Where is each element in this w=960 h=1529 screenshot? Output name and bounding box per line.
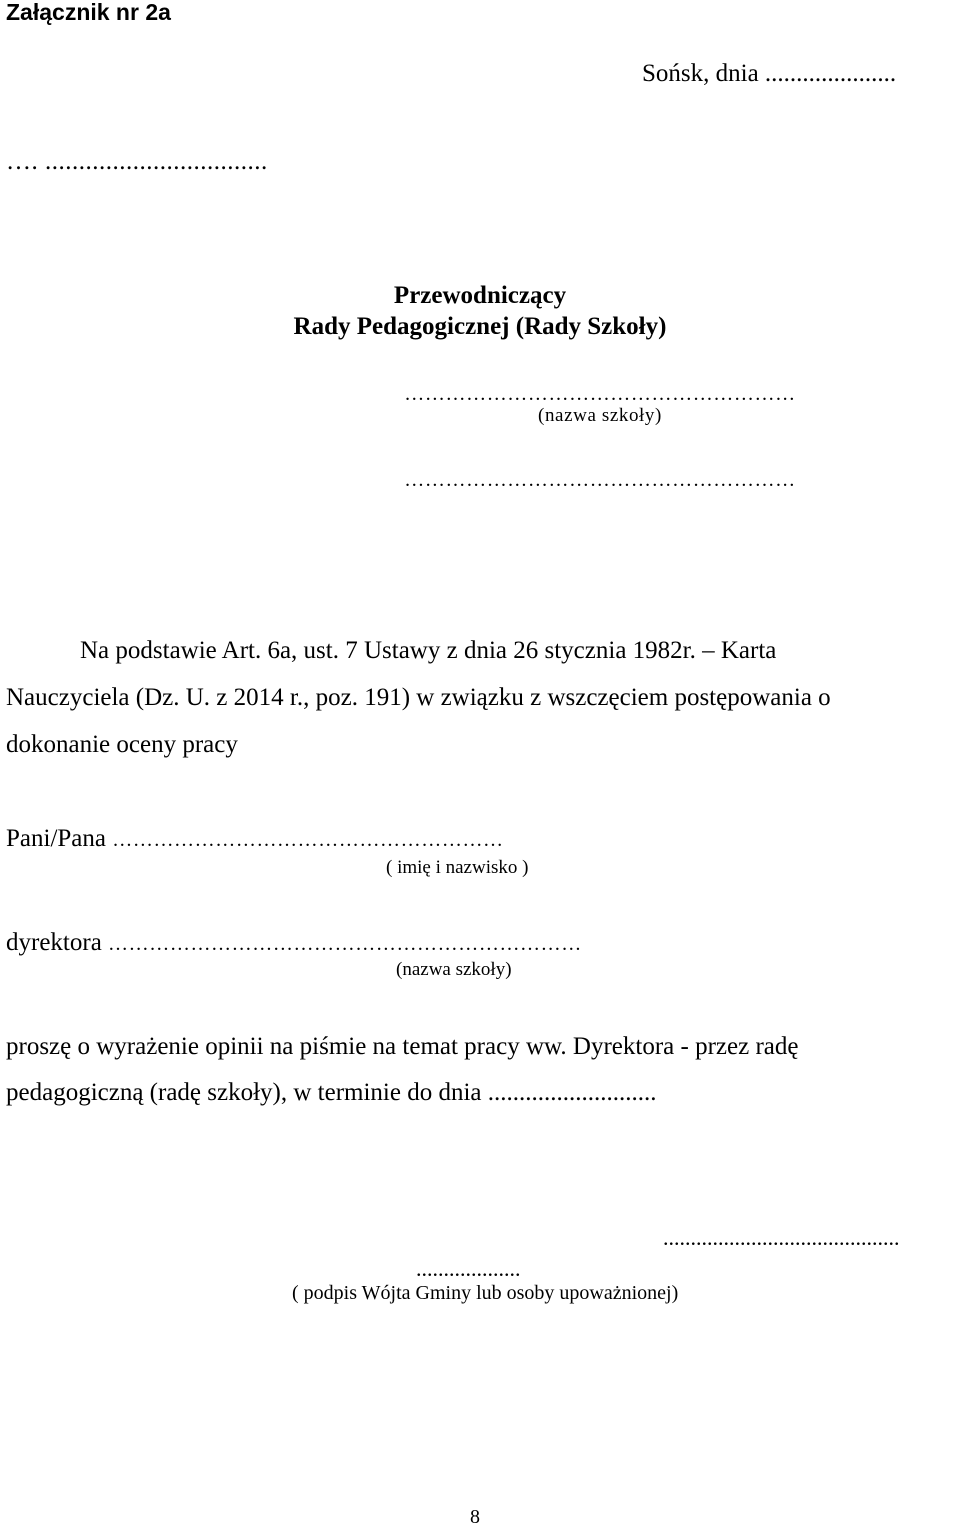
- signature-dots-2: ...................: [416, 1256, 521, 1281]
- name-caption: ( imię i nazwisko ): [386, 857, 529, 878]
- paragraph-1-line-2: Nauczyciela (Dz. U. z 2014 r., poz. 191) w związku z wszczęciem postępowania o: [6, 684, 831, 711]
- director-school-dots: ……………………………………………………………: [108, 933, 582, 955]
- school-name-caption: (nazwa szkoły): [538, 405, 662, 426]
- name-dots: …………………………………………………: [112, 829, 504, 851]
- recipient-title: Przewodniczący: [393, 282, 567, 309]
- pani-pana-label: Pani/Pana: [6, 825, 106, 852]
- paragraph-2-line-2: pedagogiczną (radę szkoły), w terminie do dnia ...........................: [6, 1079, 657, 1106]
- recipient-block: [0, 280, 960, 342]
- paragraph-1-line-1-text: Na podstawie Art. 6a, ust. 7 Ustawy z dnia 26 stycznia 1982r. – Karta: [80, 637, 777, 664]
- signature-caption: ( podpis Wójta Gminy lub osoby upoważnionej): [292, 1282, 679, 1304]
- recipient-board: Rady Pedagogicznej (Rady Szkoły): [293, 313, 667, 340]
- page-number: 8: [470, 1506, 480, 1528]
- place-and-date: Sońsk, dnia .....................: [642, 60, 897, 87]
- school-name-dots: …………………………………………………: [404, 383, 796, 405]
- dyrektora-line: [6, 927, 582, 960]
- addressee-reference-line: …. .................................: [6, 148, 268, 175]
- signature-dots-1: ...........................................: [663, 1225, 900, 1250]
- extra-dots-line: …………………………………………………: [404, 469, 796, 491]
- paragraph-1-line-1: [6, 635, 776, 667]
- paragraph-1-line-3: dokonanie oceny pracy: [6, 731, 238, 758]
- dyrektora-label: dyrektora: [6, 929, 102, 956]
- paragraph-2-line-1: proszę o wyrażenie opinii na piśmie na temat pracy ww. Dyrektora - przez radę: [6, 1033, 799, 1060]
- attachment-title: Załącznik nr 2a: [6, 0, 171, 25]
- director-school-caption: (nazwa szkoły): [396, 959, 512, 980]
- pani-pana-line: [6, 823, 504, 856]
